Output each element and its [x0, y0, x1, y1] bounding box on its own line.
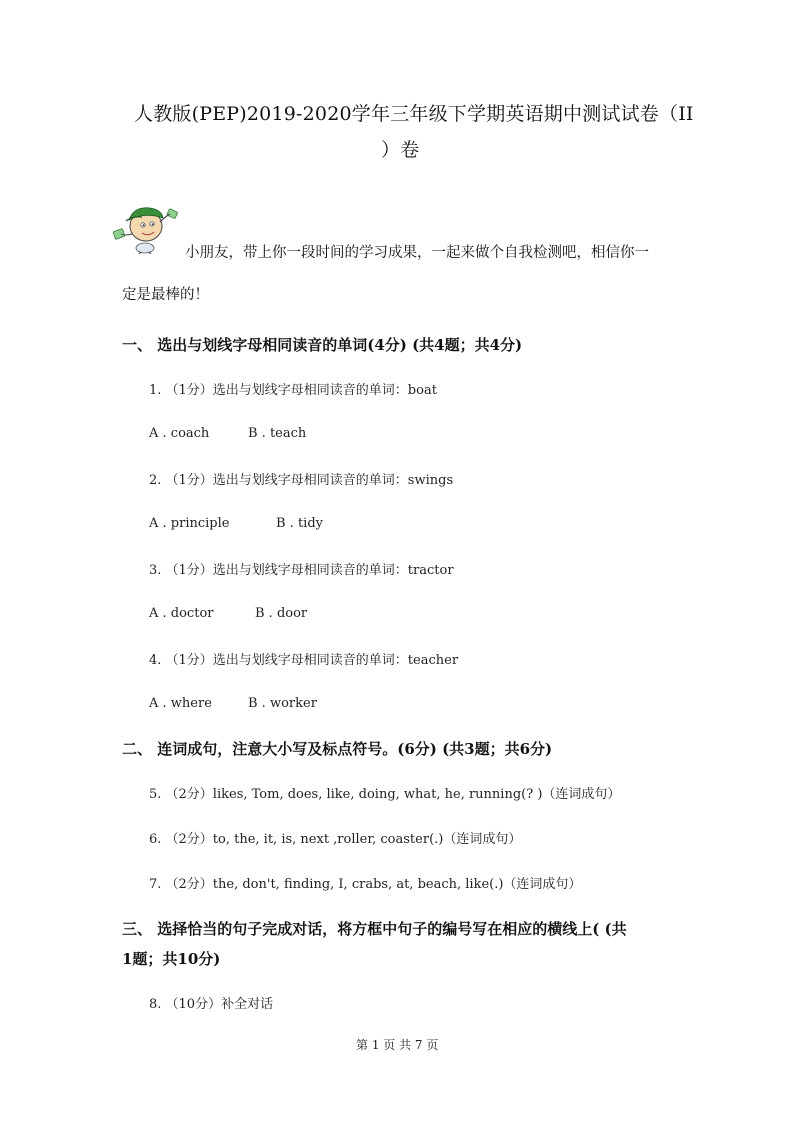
option-b[interactable]: B . tidy — [276, 516, 323, 531]
section-3-heading-line2: 1题；共10分) — [122, 950, 221, 968]
option-b[interactable]: B . worker — [248, 696, 317, 711]
intro-line1: 小朋友，带上你一段时间的学习成果，一起来做个自我检测吧，相信你一 — [185, 245, 649, 261]
intro-line2: 定是最棒的！ — [122, 287, 209, 303]
option-a[interactable]: A . coach — [149, 426, 210, 441]
question-7: 7. （2分）the, don't, finding, I, crabs, at, beach, like(.)（连词成句） — [149, 877, 582, 892]
option-b[interactable]: B . teach — [248, 426, 307, 441]
section-3-heading-line1: 三、 选择恰当的句子完成对话，将方框中句子的编号写在相应的横线上( (共 — [122, 920, 627, 938]
question-3: 3. （1分）选出与划线字母相同读音的单词：tractor — [149, 563, 454, 578]
question-4-options — [149, 696, 317, 711]
question-5: 5. （2分）likes, Tom, does, like, doing, what, he, running(? )（连词成句） — [149, 787, 621, 802]
question-8: 8. （10分）补全对话 — [149, 997, 274, 1012]
page-title-line1: 人教版(PEP)2019-2020学年三年级下学期英语期中测试试卷（II — [134, 103, 694, 125]
question-4: 4. （1分）选出与划线字母相同读音的单词：teacher — [149, 653, 459, 668]
section-1-heading: 一、 选出与划线字母相同读音的单词(4分) (共4题；共4分) — [122, 336, 523, 354]
question-2: 2. （1分）选出与划线字母相同读音的单词：swings — [149, 473, 454, 488]
question-6: 6. （2分）to, the, it, is, next ,roller, coaster(.)（连词成句） — [149, 832, 522, 847]
option-b[interactable]: B . door — [255, 606, 308, 621]
question-2-options — [149, 516, 323, 531]
page-footer: 第 1 页 共 7 页 — [356, 1038, 439, 1052]
section-2-heading: 二、 连词成句，注意大小写及标点符号。(6分) (共3题；共6分) — [122, 740, 553, 758]
page-title-line2: ）卷 — [381, 139, 420, 161]
option-a[interactable]: A . principle — [149, 516, 230, 531]
cartoon-boy-mascot-icon — [112, 204, 180, 254]
option-a[interactable]: A . doctor — [149, 606, 214, 621]
question-1-options — [149, 426, 306, 441]
question-1: 1. （1分）选出与划线字母相同读音的单词：boat — [149, 383, 437, 398]
question-3-options — [149, 606, 307, 621]
option-a[interactable]: A . where — [149, 696, 212, 711]
